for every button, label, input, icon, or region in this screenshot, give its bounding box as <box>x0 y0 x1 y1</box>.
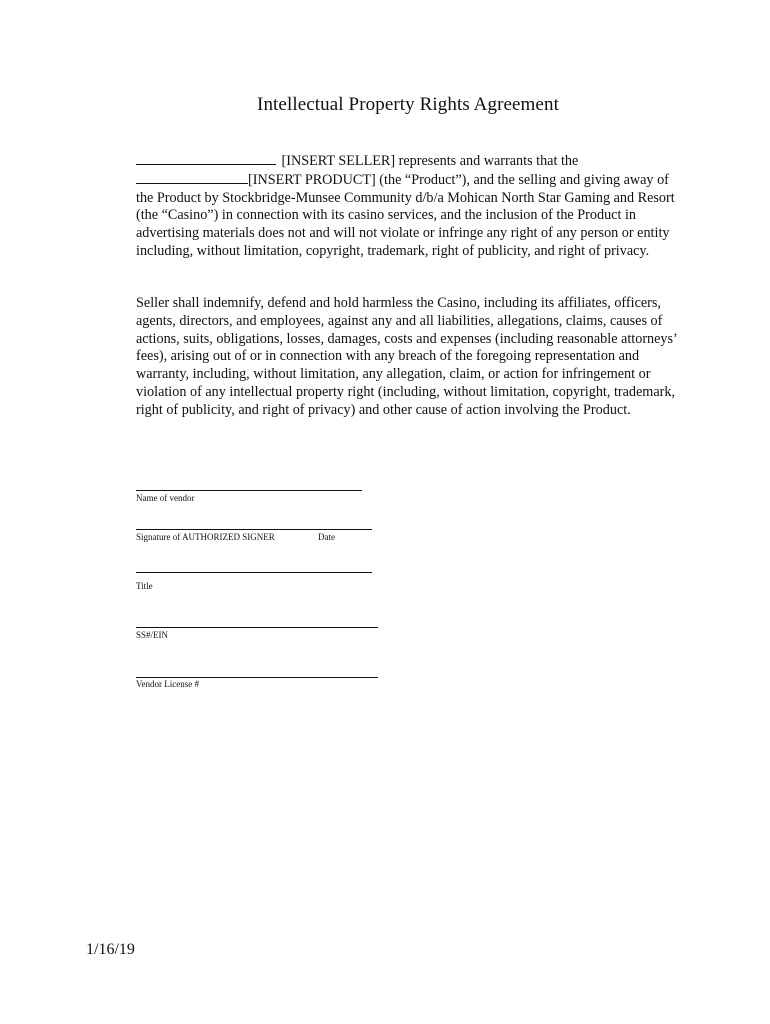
signature-line[interactable] <box>136 529 372 530</box>
footer-date: 1/16/19 <box>86 941 135 958</box>
ssn-line[interactable] <box>136 627 378 628</box>
ssn-label: SS#/EIN <box>136 630 169 640</box>
title-line[interactable] <box>136 572 372 573</box>
vendor-name-line[interactable] <box>136 490 362 491</box>
signer-label: Signature of AUTHORIZED SIGNER <box>136 532 275 542</box>
product-blank[interactable] <box>136 171 248 184</box>
seller-text: [INSERT SELLER] represents and warrants that the <box>278 153 579 169</box>
vendor-license-line[interactable] <box>136 677 378 678</box>
indemnification-paragraph: Seller shall indemnify, defend and hold harmless the Casino, including its affiliates, officers, agents, directors, and employees, against any and all liabilities, allegations, claims, causes of actions, suits, obligations, losses, damages, costs and expenses (including reasonable attorneys’ fees), arising out of or in connection with any breach of the foregoing representation and warranty, including, without limitation, any allegation, claim, or action for infringement or violation of any intellectual property right (including, without limitation, copyright, trademark, right of publicity, and right of privacy) and other cause of action involving the Product. <box>136 295 677 418</box>
title-label: Title <box>136 581 153 591</box>
date-label: Date <box>318 532 335 542</box>
seller-blank[interactable] <box>136 152 276 165</box>
representation-paragraph <box>136 152 686 261</box>
product-text: [INSERT PRODUCT] (the “Product”), and the selling and giving away of the Product by Stockbridge-Munsee Community d/b/a Mohican North Star Gaming and Resort (the “Casino”) in connection with its casino services, and the inclusion of the Product in advertising materials does not and will not violate or infringe any right of any person or entity including, without limitation, copyright, trademark, right of publicity, and right of privacy. <box>136 171 675 259</box>
document-title: Intellectual Property Rights Agreement <box>257 94 559 115</box>
vendor-license-label: Vendor License # <box>136 679 199 689</box>
vendor-name-label: Name of vendor <box>136 493 195 503</box>
